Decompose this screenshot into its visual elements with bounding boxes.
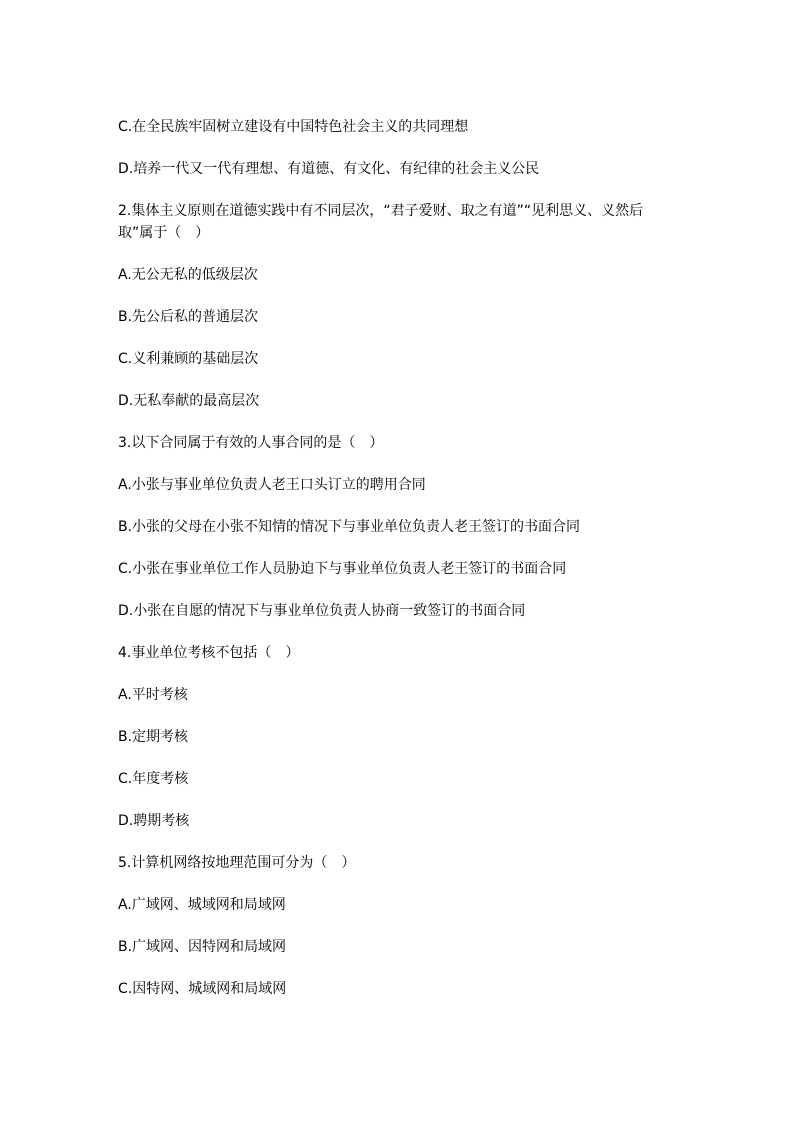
document-body [118, 116, 688, 1000]
question-5: 5.计算机网络按地理范围可分为（ ） [118, 855, 356, 871]
option-b-q3: B.小张的父母在小张不知情的情况下与事业单位负责人老王签订的书面合同 [118, 519, 581, 535]
option-a-q5: A.广域网、城域网和局域网 [118, 897, 286, 913]
option-c-q5: C.因特网、城域网和局域网 [118, 981, 287, 997]
option-d-q1: D.培养一代又一代有理想、有道德、有文化、有纪律的社会主义公民 [118, 161, 540, 177]
option-c-q3: C.小张在事业单位工作人员胁迫下与事业单位负责人老王签订的书面合同 [118, 561, 567, 577]
option-b-q4: B.定期考核 [118, 729, 189, 745]
option-d-q4: D.聘期考核 [118, 813, 190, 829]
option-b-q2: B.先公后私的普通层次 [118, 309, 259, 325]
option-c-q1: C.在全民族牢固树立建设有中国特色社会主义的共同理想 [118, 119, 469, 135]
option-a-q3: A.小张与事业单位负责人老王口头订立的聘用合同 [118, 477, 426, 493]
option-a-q2: A.无公无私的低级层次 [118, 267, 258, 283]
question-4: 4.事业单位考核不包括（ ） [118, 645, 300, 661]
option-d-q3: D.小张在自愿的情况下与事业单位负责人协商一致签订的书面合同 [118, 603, 526, 619]
question-2: 2.集体主义原则在道德实践中有不同层次，“君子爱财、取之有道”“见利思义、义然后取”属于（ ） [118, 203, 644, 241]
option-b-q5: B.广域网、因特网和局域网 [118, 939, 287, 955]
option-c-q4: C.年度考核 [118, 771, 189, 787]
question-3: 3.以下合同属于有效的人事合同的是（ ） [118, 435, 384, 451]
option-d-q2: D.无私奉献的最高层次 [118, 393, 260, 409]
option-c-q2: C.义利兼顾的基础层次 [118, 351, 259, 367]
option-a-q4: A.平时考核 [118, 687, 188, 703]
